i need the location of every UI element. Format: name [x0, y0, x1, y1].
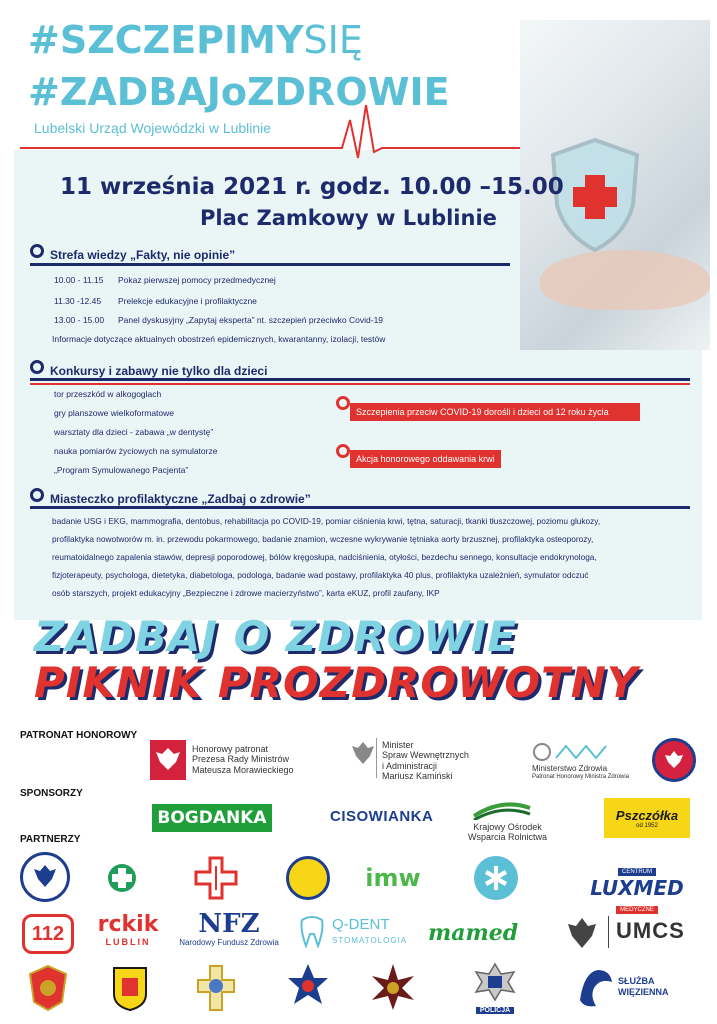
policja-logo	[470, 962, 520, 1014]
military-cross-icon	[194, 962, 238, 1014]
sw-emblem-icon	[576, 966, 616, 1010]
fire-brigade-icon	[26, 964, 70, 1012]
112-logo: 112	[22, 914, 74, 954]
rckik-logo	[96, 912, 160, 958]
pszczolka-logo	[604, 798, 690, 838]
tooth-icon	[298, 914, 326, 948]
headline-piknik: PIKNIK PROZDROWOTNY	[34, 658, 639, 707]
eagle-emblem-icon	[350, 738, 376, 770]
luxmed-logo	[584, 860, 690, 913]
activity-item: gry planszowe wielkoformatowe	[54, 408, 174, 418]
magnifier-icon	[30, 488, 44, 502]
bogdanka-logo: BOGDANKA	[152, 804, 272, 832]
patronage-label: PATRONAT HONOROWY	[20, 730, 138, 741]
mamed-logo: mamed	[428, 920, 519, 946]
qdent-text: Q-DENT	[332, 916, 390, 933]
section2-title: Konkursy i zabawy nie tylko dla dzieci	[50, 364, 268, 378]
hashtag-zadbaj: #ZADBAJoZDROWIE	[28, 70, 450, 114]
schedule-time: 10.00 - 11.15	[54, 275, 104, 285]
checkup-line: reumatoidalnego zapalenia stawów, depresji poporodowej, bólów kręgosłupa, nadciśnienia, otyłości, bezdechu sennego, konsultacje endokrynologa,	[52, 552, 597, 562]
checkup-line: badanie USG i EKG, mammografia, dentobus, rehabilitacja po COVID-19, pomiar ciśnienia krwi, tętna, saturacji, tkanki tłuszczowej, poziomu glukozy,	[52, 516, 601, 526]
pszczolka-subtitle: od 1952	[636, 822, 658, 829]
eagle-icon	[663, 749, 685, 771]
schedule-text: Pokaz pierwszej pomocy przedmedycznej	[118, 275, 276, 285]
nfz-text: NFZ	[198, 909, 260, 939]
checkup-line: fizjoterapeuty, psychologa, dietetyka, diabetologa, podologa, badanie wad postawy, profilaktyka 40 plus, profilaktyka uzależnień, symulator odczuć	[52, 570, 589, 580]
kowr-waves-icon	[472, 798, 532, 820]
sw-logo	[576, 966, 696, 1010]
checkup-line: osób starszych, projekt edukacyjny „Bezpieczne i zdrowe macierzyństwo”, karta eKUZ, profil zaufany, IKP	[52, 588, 440, 598]
checkup-line: profilaktyka nowotworów m. in. przewodu pokarmowego, badanie znamion, wczesne wykrywanie tętniaka aorty brzusznej, profilaktyka osteoporozy,	[52, 534, 594, 544]
school-logo	[286, 856, 330, 900]
activity-item: tor przeszkód w alkogoglach	[54, 389, 162, 399]
sanepid-logo	[652, 738, 696, 782]
rckik-text: rckik	[97, 912, 159, 937]
star-badge-icon	[286, 962, 330, 1012]
schedule-text: Prelekcje edukacyjne i profilaktyczne	[118, 296, 257, 306]
cross-badge-icon	[370, 962, 416, 1012]
activity-item: „Program Symulowanego Pacjenta”	[54, 465, 189, 475]
section1-title: Strefa wiedzy „Fakty, nie opinie”	[50, 248, 236, 262]
hashtag-szczepimy: #SZCZEPIMYSIĘ	[28, 18, 363, 62]
eagle-icon	[23, 855, 67, 899]
schedule-text: Panel dyskusyjny „Zapytaj eksperta” nt. szczepień przeciwko Covid-19	[118, 315, 384, 325]
activity-item: nauka pomiarów życiowych na symulatorze	[54, 446, 218, 456]
cross-leaf-icon	[106, 856, 150, 900]
schedule-time: 11.30 -12.45	[54, 296, 102, 306]
umcs-logo	[562, 912, 692, 954]
divider	[376, 738, 377, 778]
divider	[608, 916, 609, 948]
qdent-sub: STOMATOLOGIA	[332, 936, 408, 945]
pm-patronage-text: Honorowy patronat Prezesa Rady Ministrów Mateusza Morawieckiego	[192, 744, 294, 775]
magnifier-icon	[336, 396, 350, 410]
imw-text: imw	[365, 864, 421, 892]
luxmed-sub: MEDYCZNE	[616, 906, 658, 914]
mz-subtitle: Patronat Honorowy Ministra Zdrowia	[532, 774, 630, 780]
nfz-logo	[176, 910, 282, 956]
policja-text: POLICJA	[476, 1007, 514, 1014]
umcs-text: UMCS	[616, 918, 685, 943]
heartbeat-line	[20, 100, 520, 160]
luxmed-text: LUXMED	[590, 876, 684, 900]
mz-title: Ministerstwo Zdrowia	[532, 764, 608, 773]
event-date: 11 września 2021 r. godz. 10.00 –15.00	[60, 174, 564, 200]
emergency-cross-logo	[194, 856, 238, 900]
imw-logo	[365, 854, 421, 902]
umlub-logo	[20, 852, 70, 902]
umcs-emblem-icon	[562, 914, 602, 952]
section2-divider-red	[30, 383, 690, 385]
pszczolka-text: Pszczółka	[615, 807, 679, 823]
section3-divider	[30, 506, 690, 509]
rckik-sub: LUBLIN	[105, 937, 151, 947]
qdent-logo	[298, 912, 408, 954]
info-note: Informacje dotyczące aktualnych obostrzeń epidemicznych, kwarantanny, izolacji, testów	[52, 334, 386, 344]
section1-divider	[30, 263, 510, 266]
police-star-icon	[470, 962, 520, 1002]
sponsors-label: SPONSORZY	[20, 788, 83, 799]
military-badge-icon	[110, 964, 150, 1012]
luxmed-top: CENTRUM	[618, 868, 656, 876]
polish-eagle-icon	[150, 740, 186, 780]
event-place: Plac Zamkowy w Lublinie	[200, 206, 497, 230]
section3-title: Miasteczko profilaktyczne „Zadbaj o zdrowie”	[50, 492, 311, 506]
office-name: Lubelski Urząd Wojewódzki w Lublinie	[34, 120, 272, 136]
partners-label: PARTNERZY	[20, 834, 81, 845]
hospital-logo	[106, 856, 150, 900]
sw-text: SŁUŻBA WIĘZIENNA	[618, 976, 669, 997]
star-of-life-icon	[482, 864, 510, 892]
mswia-text: Minister Spraw Wewnętrznych i Administracji Mariusz Kamiński	[382, 740, 469, 782]
cisowianka-logo: CISOWIANKA	[330, 808, 434, 825]
magnifier-icon	[336, 444, 350, 458]
vaccination-badge: Szczepienia przeciw COVID-19 dorośli i dzieci od 12 roku życia	[350, 403, 640, 421]
activity-item: warsztaty dla dzieci - zabawa „w dentystę”	[54, 427, 214, 437]
nfz-sub: Narodowy Fundusz Zdrowia	[179, 938, 279, 947]
medical-cross-icon	[194, 856, 238, 900]
schedule-time: 13.00 - 15.00	[54, 315, 105, 325]
magnifier-icon	[30, 360, 44, 374]
magnifier-icon	[30, 244, 44, 258]
hand-image	[540, 250, 710, 310]
kowr-text: Krajowy Ośrodek Wsparcia Rolnictwa	[468, 822, 548, 843]
section2-divider	[30, 378, 690, 381]
star-of-life-logo	[474, 856, 518, 900]
ministry-health-logo-icon	[532, 740, 622, 764]
blood-donation-badge: Akcja honorowego oddawania krwi	[350, 450, 501, 468]
headline-zadbaj: ZADBAJ O ZDROWIE	[34, 612, 517, 661]
